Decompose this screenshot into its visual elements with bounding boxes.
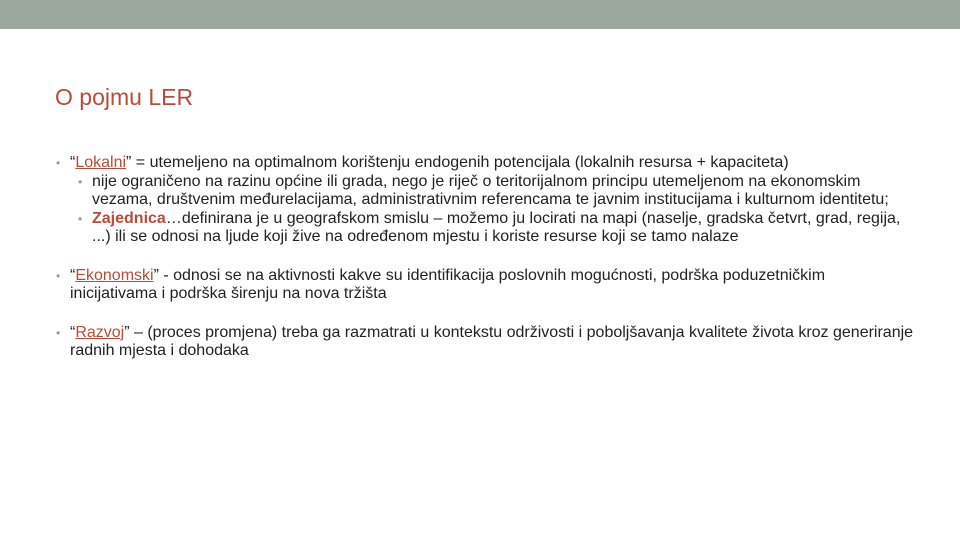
quote-open: “ [70,154,76,171]
sub-bullet-teritorij [55,173,915,210]
bullet-item-lokalni [55,154,915,173]
item-text: nije ograničeno na razinu općine ili grada, nego je riječ o teritorijalnom principu utemeljenom na ekonomskim vezama, društvenim međurelacijama, administrativnim referencama te javnim institucijama i kulturnom identitetu; [92,172,889,208]
spacer [55,304,915,324]
bullet-icon: • [56,156,61,170]
bullet-item-ekonomski [55,267,915,304]
term-zajednica: Zajednica [92,209,166,227]
bullet-list [55,154,915,361]
quote-open: “ [70,323,76,341]
sub-bullet-zajednica [55,210,915,247]
term-lokalni: Lokalni [75,154,127,171]
bullet-icon: • [56,268,61,283]
quote-open: “ [70,266,76,284]
term-ekonomski: Ekonomski [75,266,154,284]
term-razvoj: Razvoj [75,323,125,341]
bullet-icon: • [78,174,83,189]
item-text: ” – (proces promjena) treba ga razmatrati u kontekstu održivosti i poboljšavanja kvalitete života kroz generiranje radnih mjesta i dohodaka [70,323,914,359]
item-text: ” = utemeljeno na optimalnom korištenju endogenih potencijala (lokalnih resursa + kapaciteta) [126,154,789,171]
item-text: ” - odnosi se na aktivnosti kakve su identifikacija poslovnih mogućnosti, podrška poduzetničkim inicijativama i podrška širenju na nova tržišta [70,266,826,302]
item-text: …definirana je u geografskom smislu – možemo ju locirati na mapi (naselje, gradska četvrt, grad, regija, ...) ili se odnosi na ljude koji žive na određenom mjestu i koriste resurse koji se tamo nalaze [92,209,901,245]
top-decorative-band [0,0,960,29]
bullet-icon: • [56,325,61,340]
spacer [55,247,915,267]
bullet-item-razvoj [55,324,915,361]
bullet-icon: • [78,211,83,226]
slide-title: O pojmu LER [55,84,194,110]
